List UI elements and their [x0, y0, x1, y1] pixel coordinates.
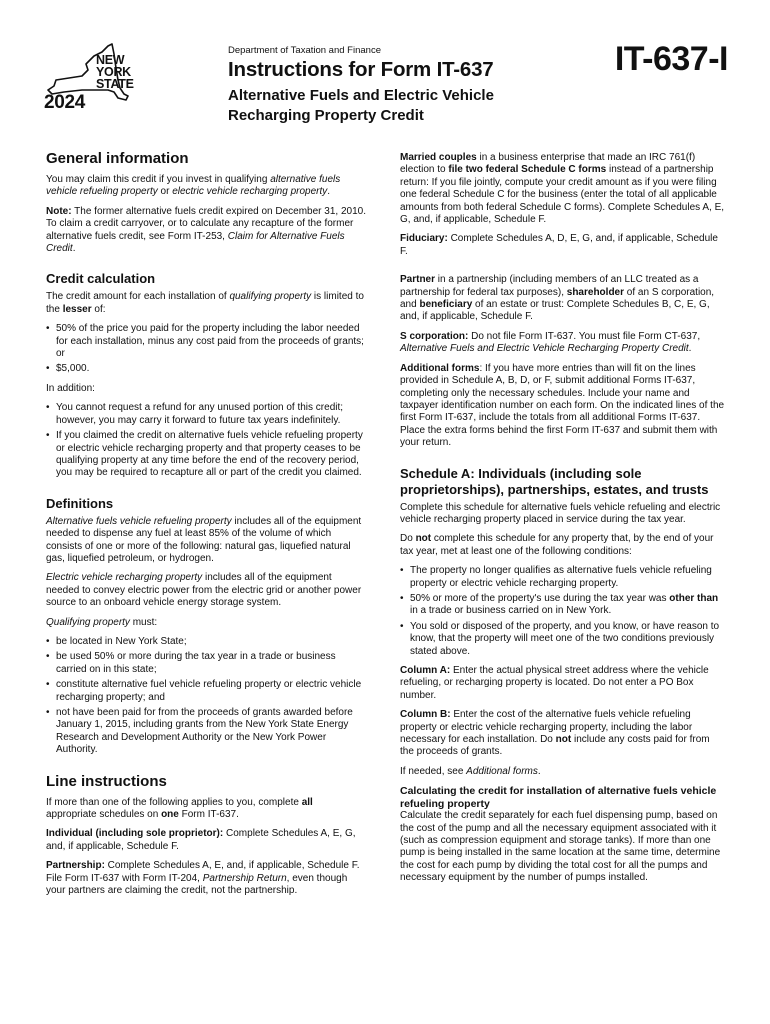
general-information-text: You may claim this credit if you invest in qualifying alternative fuels vehicle refueling property or electric vehicle recharging property.: [46, 174, 341, 198]
list-item: • You sold or disposed of the property, and you know, or have reason to know, that the property will meet one of the two conditions previously stated above.: [400, 621, 725, 658]
fiduciary-instructions: Fiduciary: Complete Schedules A, D, E, G, and, if applicable, Schedule F.: [400, 233, 718, 257]
form-number: IT-637-I: [614, 40, 728, 78]
list-item: • You cannot request a refund for any unused portion of this credit; however, you may carry it forward to future tax years indefinitely.: [46, 402, 366, 427]
additional-forms-instructions: Additional forms: If you have more entries than will fit on the lines provided in Schedule A, B, D, or F, submit additional Forms IT-637, completing only the necessary schedules. Include your name and taxpayer identification number on each form. On the indicated lines of the first Form IT-637, include the totals from all additional Forms IT-637. Place the extra forms behind the first Form IT-637 and submit them with your return.: [400, 362, 725, 449]
calculating-credit-heading: Calculating the credit for installation of alternative fuels vehicle refueling property: [400, 785, 717, 810]
list-item: • be located in New York State;: [46, 636, 366, 648]
list-item: • The property no longer qualifies as alternative fuels vehicle refueling property or electric vehicle recharging property.: [400, 565, 725, 590]
tax-year: 2024: [44, 92, 86, 113]
schedule-a-conditions-intro: Do not complete this schedule for any property that, by the end of your tax year, met at least one of the following conditions:: [400, 533, 714, 557]
credit-list: [46, 323, 366, 376]
if-needed-note: If needed, see Additional forms.: [400, 765, 541, 777]
addition-list: [46, 402, 366, 479]
definitions-heading: Definitions: [46, 495, 114, 511]
list-item: • be used 50% or more during the tax year in a trade or business carried on in this state;: [46, 651, 366, 676]
general-information-heading: General information: [46, 150, 189, 167]
married-couples-instructions: Married couples in a business enterprise that made an IRC 761(f) election to file two federal Schedule C forms instead of a partnership return: If you file jointly, compute your credit amount as if you were filing one federal Schedule C for the business (enter the total of all applicable amounts from both federal Schedule C forms). Complete Schedules A, E, G, and, if applicable, Schedule F.: [400, 152, 725, 226]
line-instructions-text: If more than one of the following applies to you, complete all appropriate schedules on one Form IT-637.: [46, 796, 313, 821]
conditions-list: [400, 565, 725, 658]
in-addition-label: In addition:: [46, 382, 95, 394]
schedule-a-heading: Schedule A: Individuals (including sole proprietorships), partnerships, estates, and trusts: [400, 465, 709, 497]
credit-calculation-text: The credit amount for each installation of qualifying property is limited to the lesser of:: [46, 291, 364, 315]
list-item: • $5,000.: [46, 363, 366, 375]
s-corporation-instructions: S corporation: Do not file Form IT-637. You must file Form CT-637, Alternative Fuels and Electric Vehicle Recharging Property Credit.: [400, 330, 701, 355]
page-subtitle: Alternative Fuels and Electric Vehicle Recharging Property Credit: [228, 87, 494, 124]
nys-logo: [42, 40, 162, 114]
right-column: [400, 152, 725, 892]
definition-refueling: Alternative fuels vehicle refueling property includes all of the equipment needed to dispense any fuel at least 85% of the volume of which consists of one or more of the following: natural gas, liquefied natural gas, liquefied petroleum, or hydrogen.: [46, 515, 362, 564]
definition-qualifying: Qualifying property must:: [46, 616, 158, 628]
list-item: • If you claimed the credit on alternative fuels vehicle refueling property or electric vehicle recharging property and that property ceases to be qualifying property at any time before the end of the recovery period, you may be required to recapture all or part of the credit you claimed.: [46, 430, 366, 480]
logo-line-york: YORK: [96, 65, 131, 79]
left-column: [46, 150, 366, 904]
line-instructions-heading: Line instructions: [46, 772, 167, 790]
list-item: • 50% or more of the property's use during the tax year was other than in a trade or business carried on in New York.: [400, 593, 725, 618]
partner-instructions: Partner in a partnership (including members of an LLC treated as a partnership for federal tax purposes), shareholder of an S corporation, and beneficiary of an estate or trust: Complete Schedules B, C, E, G, and, if applicable, Schedule F.: [400, 274, 715, 323]
column-a-instructions: Column A: Enter the actual physical street address where the vehicle refueling, or recharging property is located. Do not enter a PO Box number.: [400, 665, 709, 701]
definition-recharging: Electric vehicle recharging property includes all of the equipment needed to convey electric power from the electric grid or another power source to an onboard vehicle energy storage system.: [46, 572, 362, 609]
list-item: • not have been paid for from the proceeds of grants awarded before January 1, 2015, including grants from the New York State Energy Research and Development Authority or the New York Power Authority.: [46, 707, 366, 757]
list-item: • constitute alternative fuel vehicle refueling property or electric vehicle recharging property; and: [46, 679, 366, 704]
logo-line-new: NEW: [96, 53, 125, 67]
list-item: • 50% of the price you paid for the property including the labor needed for each installation, minus any cost paid from the proceeds of grants; or: [46, 323, 366, 360]
logo-text: [96, 54, 134, 90]
page-title: Instructions for Form IT-637: [228, 58, 494, 81]
department-name: Department of Taxation and Finance: [228, 45, 381, 56]
credit-calculation-heading: Credit calculation: [46, 271, 156, 287]
qualifying-list: [46, 636, 366, 757]
schedule-a-text: Complete this schedule for alternative fuels vehicle refueling and electric vehicle recharging property placed in service during the tax year.: [400, 501, 721, 525]
note-text: Note: The former alternative fuels credit expired on December 31, 2010. To claim a credit carryover, or to calculate any recapture of the former alternative fuels credit, see Form IT-253, Claim for Alternative Fuels Credit.: [46, 205, 366, 255]
individual-instructions: Individual (including sole proprietor): Complete Schedules A, E, G, and, if applicable, Schedule F.: [46, 828, 356, 852]
logo-line-state: STATE: [96, 77, 134, 91]
partnership-instructions: Partnership: Complete Schedules A, E, and, if applicable, Schedule F. File Form IT-637 with Form IT-204, Partnership Return, even though your partners are claiming the credit, not the partnership.: [46, 860, 360, 897]
column-b-instructions: Column B: Enter the cost of the alternative fuels vehicle refueling property or electric vehicle recharging property, including the labor necessary for each installation. Do not include any costs paid for from the proceeds of grants.: [400, 709, 710, 758]
calculating-credit-text: Calculate the credit separately for each fuel dispensing pump, based on the cost of the pump and all the necessary equipment associated with it (such as compression equipment and storage tanks). If more than one pump is being installed in the same location at the same time, determine the cost for each pump by dividing the total cost for all the pumps and necessary equipment by the number of pumps installed.: [400, 810, 721, 884]
